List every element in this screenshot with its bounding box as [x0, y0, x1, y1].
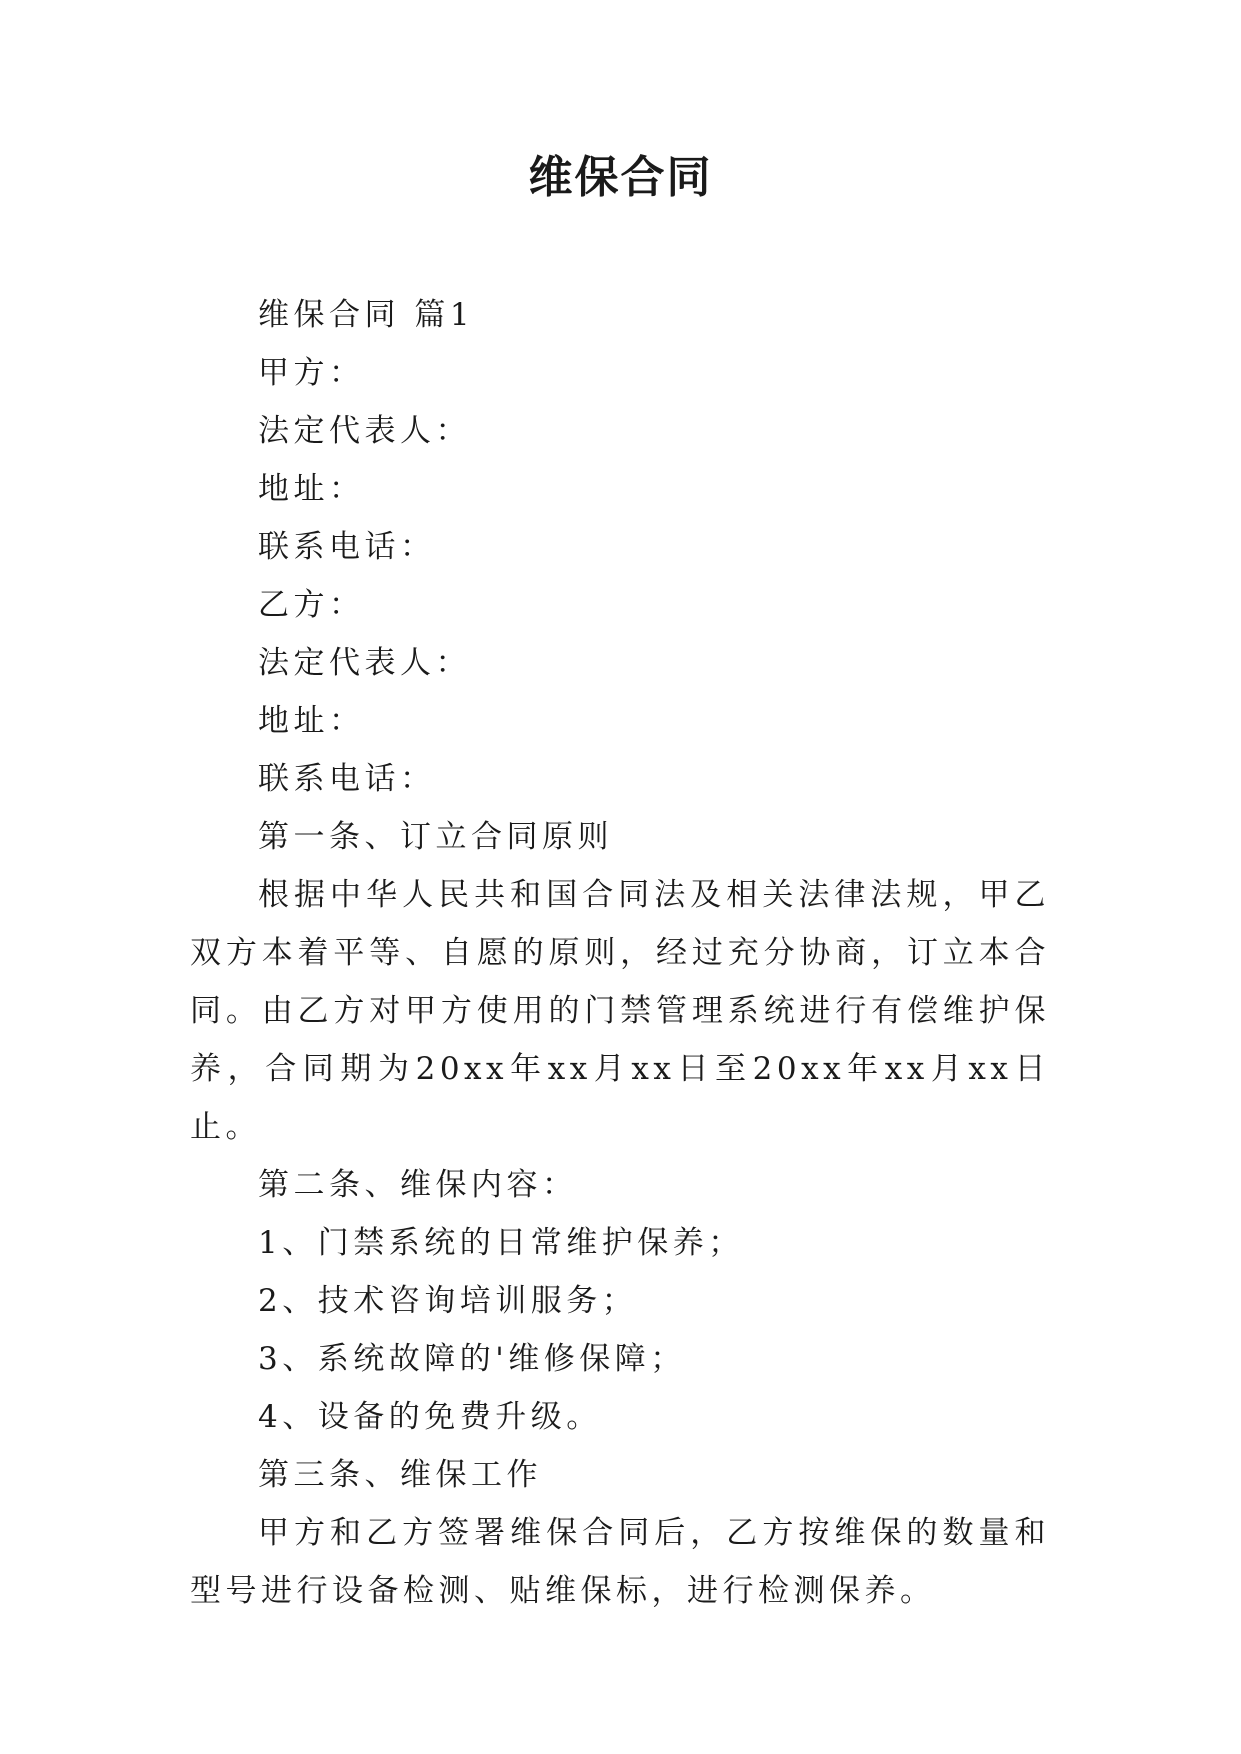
clause-2-item: 1、门禁系统的日常维护保养； — [258, 1225, 744, 1261]
party-a-label: 甲方： — [258, 355, 365, 391]
document-body — [190, 286, 1050, 1620]
party-b-phone-label: 联系电话： — [258, 761, 436, 797]
party-b-representative-label: 法定代表人： — [258, 645, 471, 681]
clause-2-item: 3、系统故障的'维修保障； — [258, 1341, 686, 1377]
clause-1-heading: 第一条、订立合同原则 — [258, 819, 613, 855]
section-heading: 维保合同 篇1 — [258, 297, 475, 333]
clause-3-heading: 第三条、维保工作 — [258, 1457, 542, 1493]
party-b-address-label: 地址： — [258, 703, 365, 739]
clause-1-body: 根据中华人民共和国合同法及相关法律法规，甲乙双方本着平等、自愿的原则，经过充分协商，订立本合同。由乙方对甲方使用的门禁管理系统进行有偿维护保养，合同期为20xx年xx月xx日至20xx年xx月xx日止。 — [190, 877, 1050, 1145]
clause-3-body: 甲方和乙方签署维保合同后，乙方按维保的数量和型号进行设备检测、贴维保标，进行检测保养。 — [190, 1515, 1050, 1609]
party-a-representative-label: 法定代表人： — [258, 413, 471, 449]
clause-2-item: 2、技术咨询培训服务； — [258, 1283, 638, 1319]
clause-2-heading: 第二条、维保内容： — [258, 1167, 578, 1203]
party-a-phone-label: 联系电话： — [258, 529, 436, 565]
party-b-label: 乙方： — [258, 587, 365, 623]
document-title: 维保合同 — [528, 152, 713, 203]
party-a-address-label: 地址： — [258, 471, 365, 507]
clause-2-item: 4、设备的免费升级。 — [258, 1399, 602, 1435]
